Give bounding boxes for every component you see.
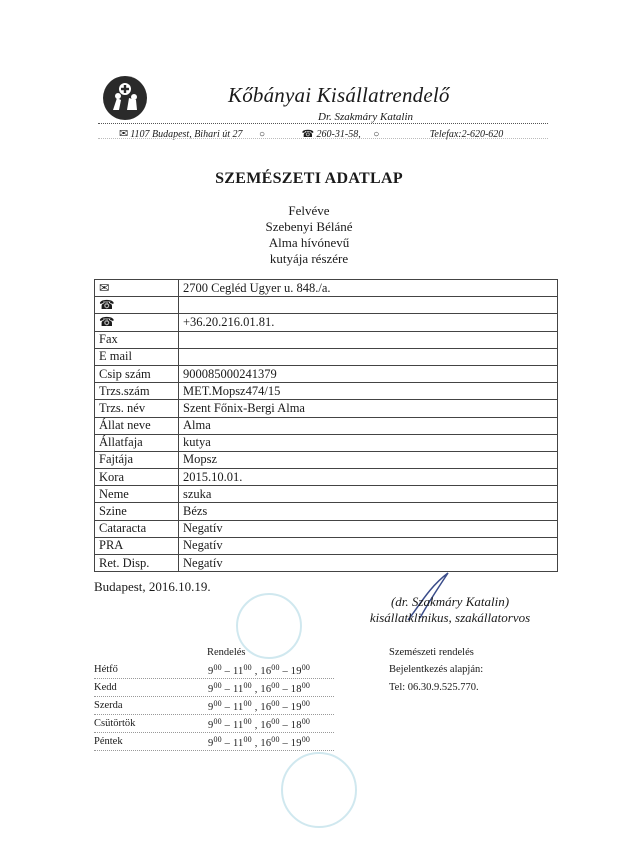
minute: 00 xyxy=(243,663,252,672)
field-label: Kora xyxy=(95,469,179,486)
hour: 9 xyxy=(208,684,214,695)
clinic-name: Kőbányai Kisállatrendelő xyxy=(228,83,450,107)
minute: 00 xyxy=(213,699,222,708)
intro-line: kutyája részére xyxy=(269,251,349,266)
field-value: +36.20.216.01.81. xyxy=(179,314,558,331)
hours-row xyxy=(94,717,334,733)
hour: 16 xyxy=(260,702,272,713)
fax-number: Telefax:2-620-620 xyxy=(429,129,504,140)
hours-row xyxy=(94,663,334,679)
minute: 00 xyxy=(213,717,222,726)
signature-block xyxy=(355,594,545,626)
hours-range: $9^{00} - 11^{00}$ , $16^{00} - 18^{00}$ xyxy=(208,681,311,695)
field-value: 2700 Cegléd Ugyer u. 848./a. xyxy=(179,280,558,297)
field-label: Fajtája xyxy=(95,451,179,468)
field-value xyxy=(179,348,558,365)
hours-range: $9^{00} - 11^{00}$ , $16^{00} - 19^{00}$ xyxy=(208,699,311,713)
hours-range: $9^{00} - 11^{00}$ , $16^{00} - 18^{00}$ xyxy=(208,717,311,731)
table-row xyxy=(95,469,558,486)
table-row xyxy=(95,417,558,434)
weekday: Péntek xyxy=(94,736,123,747)
hour: 11 xyxy=(232,738,244,749)
hour: 11 xyxy=(232,720,244,731)
minute: 00 xyxy=(301,735,311,744)
document-title: SZEMÉSZETI ADATLAP xyxy=(215,170,403,187)
intro-line: Alma hívónevű xyxy=(268,235,350,250)
table-row xyxy=(95,537,558,554)
patient-info-table xyxy=(94,279,558,572)
weekday: Kedd xyxy=(94,682,117,693)
table-row xyxy=(95,555,558,572)
hour: 16 xyxy=(260,684,272,695)
field-value xyxy=(179,331,558,348)
minute: 00 xyxy=(243,735,252,744)
weekday: Szerda xyxy=(94,700,123,711)
hour: 9 xyxy=(208,702,214,713)
hour: 9 xyxy=(208,738,214,749)
cat-dog-logo-icon xyxy=(103,76,147,120)
field-label: ☎ xyxy=(95,297,179,314)
minute: 00 xyxy=(243,717,252,726)
weekday: Hétfő xyxy=(94,664,118,675)
phone-number: 260-31-58, xyxy=(316,129,361,140)
minute: 00 xyxy=(271,735,280,744)
field-value: 2015.10.01. xyxy=(179,469,558,486)
field-label: ☎ xyxy=(95,314,179,331)
hour: 11 xyxy=(232,666,244,677)
eye-clinic-booking: Bejelentkezés alapján: xyxy=(389,664,484,675)
hour: 18 xyxy=(290,684,302,695)
hour: 11 xyxy=(232,684,244,695)
eye-clinic-phone: Tel: 06.30.9.525.770. xyxy=(389,682,479,693)
field-label: Neme xyxy=(95,486,179,503)
table-row xyxy=(95,400,558,417)
intro-line: Felvéve xyxy=(288,203,330,218)
field-label: Trzs. név xyxy=(95,400,179,417)
table-row xyxy=(95,348,558,365)
envelope-icon: ✉ xyxy=(119,128,129,140)
minute: 00 xyxy=(271,699,280,708)
minute: 00 xyxy=(301,717,311,726)
minute: 00 xyxy=(243,681,252,690)
bullet-icon: ○ xyxy=(373,129,380,140)
field-label: Trzs.szám xyxy=(95,383,179,400)
field-value: szuka xyxy=(179,486,558,503)
intro-line: Szebenyi Béláné xyxy=(265,219,353,234)
minute: 00 xyxy=(213,681,222,690)
bullet-icon: ○ xyxy=(259,129,266,140)
field-value: 900085000241379 xyxy=(179,365,558,382)
field-label: Cataracta xyxy=(95,520,179,537)
field-value: Negatív xyxy=(179,520,558,537)
minute: 00 xyxy=(271,663,280,672)
field-value: Negatív xyxy=(179,537,558,554)
field-label: Szine xyxy=(95,503,179,520)
table-row xyxy=(95,434,558,451)
hour: 19 xyxy=(290,702,302,713)
phone-icon: ☎ xyxy=(301,129,315,140)
table-row xyxy=(95,486,558,503)
hours-range: $9^{00} - 11^{00}$ , $16^{00} - 19^{00}$ xyxy=(208,663,311,677)
address: 1107 Budapest, Bihari út 27 xyxy=(130,129,243,140)
table-row xyxy=(95,451,558,468)
minute: 00 xyxy=(213,735,222,744)
field-value: Mopsz xyxy=(179,451,558,468)
table-row xyxy=(95,503,558,520)
field-label: PRA xyxy=(95,537,179,554)
table-row xyxy=(95,297,558,314)
field-value: MET.Mopsz474/15 xyxy=(179,383,558,400)
hour: 9 xyxy=(208,666,214,677)
hours-heading: Rendelés xyxy=(207,647,246,658)
table-row xyxy=(95,383,558,400)
hours-row xyxy=(94,699,334,715)
field-label: E mail xyxy=(95,348,179,365)
field-value xyxy=(179,297,558,314)
signer-title: kisállatklinikus, szakállatorvos xyxy=(369,610,531,625)
minute: 00 xyxy=(301,663,311,672)
eye-clinic-heading: Szemészeti rendelés xyxy=(389,647,474,658)
hour: 16 xyxy=(260,666,272,677)
table-row xyxy=(95,520,558,537)
hours-row xyxy=(94,681,334,697)
faded-stamp-icon xyxy=(281,752,357,828)
hours-row xyxy=(94,735,334,751)
table-row xyxy=(95,331,558,348)
hour: 16 xyxy=(260,720,272,731)
field-label: Állatfaja xyxy=(95,434,179,451)
hour: 9 xyxy=(208,720,214,731)
table-row xyxy=(95,314,558,331)
field-label: Csip szám xyxy=(95,365,179,382)
field-value: Szent Főnix-Bergi Alma xyxy=(179,400,558,417)
header-divider-lower xyxy=(98,138,548,139)
signer-name: (dr. Szakmáry Katalin) xyxy=(390,594,510,609)
hour: 16 xyxy=(260,738,272,749)
header-divider xyxy=(98,123,548,124)
place-and-date: Budapest, 2016.10.19. xyxy=(94,579,211,594)
hour: 19 xyxy=(290,666,302,677)
doctor-name: Dr. Szakmáry Katalin xyxy=(318,111,414,123)
minute: 00 xyxy=(271,717,280,726)
field-value: kutya xyxy=(179,434,558,451)
minute: 00 xyxy=(301,681,311,690)
hours-range: $9^{00} - 11^{00}$ , $16^{00} - 19^{00}$ xyxy=(208,735,311,749)
hour: 18 xyxy=(290,720,302,731)
minute: 00 xyxy=(243,699,252,708)
field-label: Fax xyxy=(95,331,179,348)
hour: 19 xyxy=(290,738,302,749)
field-label: Ret. Disp. xyxy=(95,555,179,572)
table-row xyxy=(95,365,558,382)
clinic-logo xyxy=(103,76,147,120)
table-row xyxy=(95,280,558,297)
weekday: Csütörtök xyxy=(94,718,136,729)
field-label: ✉ xyxy=(95,280,179,297)
field-value: Bézs xyxy=(179,503,558,520)
minute: 00 xyxy=(213,663,222,672)
field-label: Állat neve xyxy=(95,417,179,434)
field-value: Alma xyxy=(179,417,558,434)
hour: 11 xyxy=(232,702,244,713)
faded-stamp-icon xyxy=(236,593,302,659)
minute: 00 xyxy=(301,699,311,708)
minute: 00 xyxy=(271,681,280,690)
field-value: Negatív xyxy=(179,555,558,572)
